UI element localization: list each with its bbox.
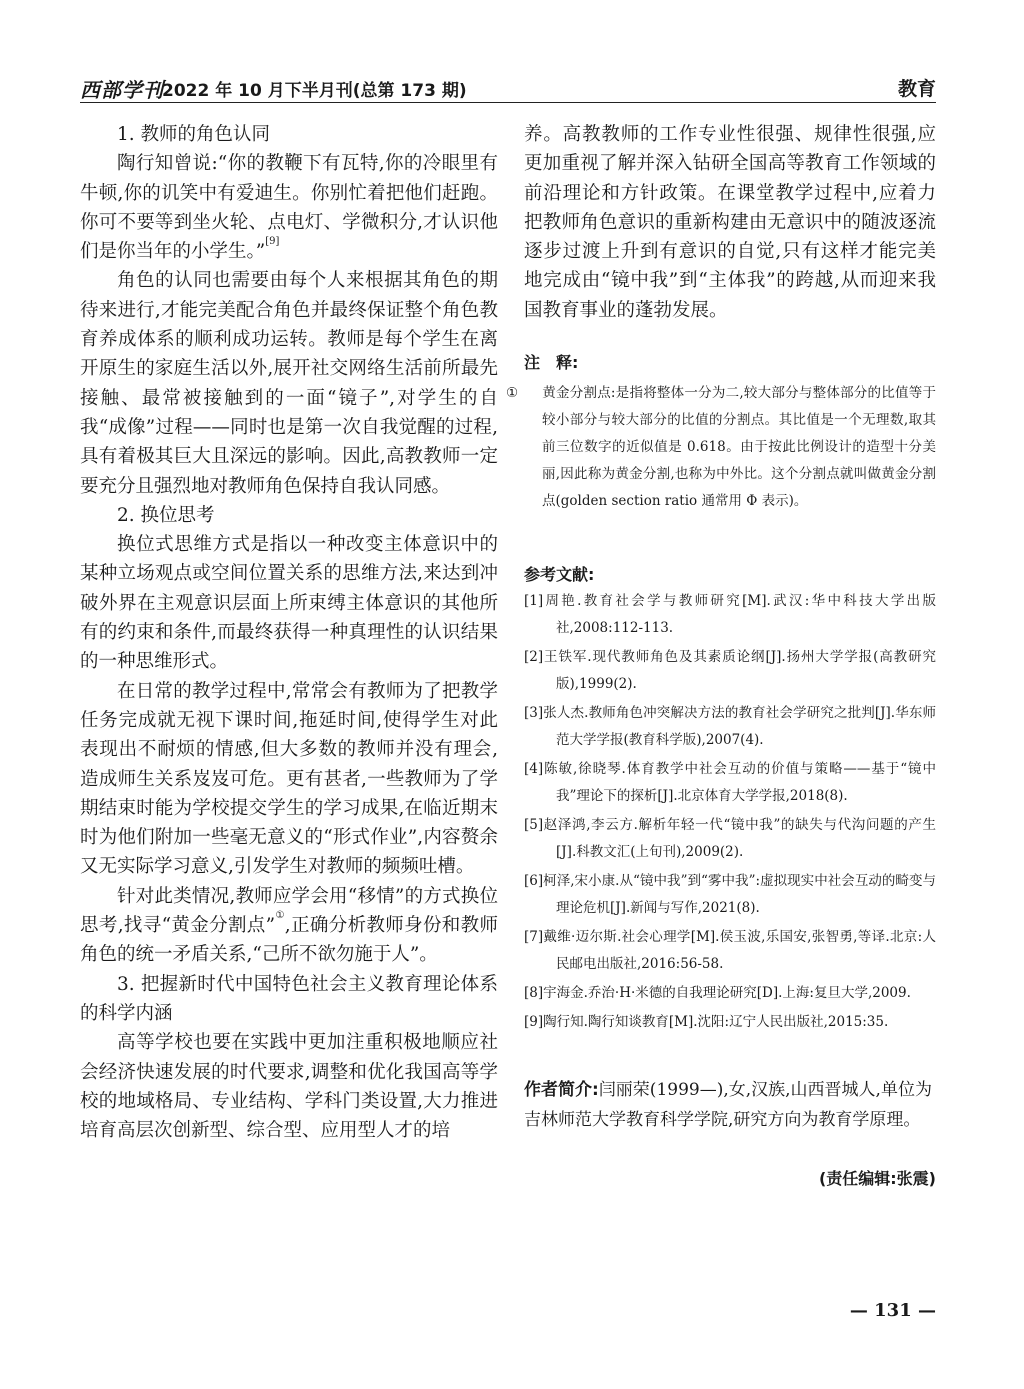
author-bio-label: 作者简介: xyxy=(524,1080,599,1100)
paragraph: 在日常的教学过程中,常常会有教师为了把教学任务完成就无视下课时间,拖延时间,使得学生对此表现出不耐烦的情感,但大多数的教师并没有理会,造成师生关系岌岌可危。更有甚者,一些教师为了学期结束时能为学校提交学生的学习成果,在临近期末时为他们附加一些毫无意义的“形式作业”,内容赘余又无实际学习意义,引发学生对教师的频频吐槽。 xyxy=(80,680,498,878)
reference-list xyxy=(524,588,936,1038)
reference-item: [4]陈敏,徐晓琴.体育教学中社会互动的价值与策略——基于“镜中我”理论下的探析[J].北京体育大学学报,2018(8). xyxy=(524,761,936,804)
paragraph: 养。高教教师的工作专业性很强、规律性很强,应更加重视了解并深入钻研全国高等教育工作领域的前沿理论和方针政策。在课堂教学过程中,应着力把教师角色意识的重新构建由无意识中的随波逐流逐步过渡上升到有意识的自觉,只有这样才能完美地完成由“镜中我”到“主体我”的跨越,从而迎来我国教育事业的蓬勃发展。 xyxy=(524,124,936,321)
reference-item: [7]戴维·迈尔斯.社会心理学[M].侯玉波,乐国安,张智勇,等译.北京:人民邮电出版社,2016:56-58. xyxy=(524,929,936,972)
left-column xyxy=(80,120,498,1145)
responsible-editor: (责任编辑:张震) xyxy=(818,1169,936,1188)
author-bio xyxy=(524,1075,936,1135)
journal-logo: 西部学刊 xyxy=(80,78,164,102)
reference-item: [8]宇海金.乔治·H·米德的自我理论研究[D].上海:复旦大学,2009. xyxy=(524,985,911,1001)
reference-item: [6]柯泽,宋小康.从“镜中我”到“雾中我”:虚拟现实中社会互动的畸变与理论危机[J].新闻与写作,2021(8). xyxy=(524,873,936,916)
reference-item: [3]张人杰.教师角色冲突解决方法的教育社会学研究之批判[J].华东师范大学学报(教育科学版),2007(4). xyxy=(524,705,936,748)
subsection-heading-1: 1. 教师的角色认同 xyxy=(117,124,271,145)
citation[interactable]: [9] xyxy=(265,236,280,248)
paragraph: 陶行知曾说:“你的教鞭下有瓦特,你的冷眼里有牛顿,你的讥笑中有爱迪生。你别忙着把他们赶跑。你可不要等到坐火轮、点电灯、学微积分,才认识他们是你当年的小学生。”[9] xyxy=(80,153,498,263)
author-bio-text: 闫丽荣(1999—),女,汉族,山西晋城人,单位为吉林师范大学教育科学学院,研究方向为教育学原理。 xyxy=(524,1080,932,1130)
paragraph: 针对此类情况,教师应学会用“移情”的方式换位思考,找寻“黄金分割点”①,正确分析教师身份和教师角色的统一矛盾关系,“己所不欲勿施于人”。 xyxy=(80,885,498,966)
footnote-number: ① xyxy=(506,385,519,401)
paragraph: 换位式思维方式是指以一种改变主体意识中的某种立场观点或空间位置关系的思维方法,来达到冲破外界在主观意识层面上所束缚主体意识的其他所有的约束和条件,而最终获得一种真理性的认识结果的一种思维形式。 xyxy=(80,534,498,673)
paragraph: 高等学校也要在实践中更加注重积极地顺应社会经济快速发展的时代要求,调整和优化我国高等学校的地域格局、专业结构、学科门类设置,大力推进培育高层次创新型、综合型、应用型人才的培 xyxy=(80,1032,498,1142)
reference-item: [9]陶行知.陶行知谈教育[M].沈阳:辽宁人民出版社,2015:35. xyxy=(524,1014,889,1030)
footnote-mark[interactable]: ① xyxy=(275,910,285,922)
right-column-body xyxy=(524,120,936,325)
reference-item: [5]赵泽鸿,李云方.解析年轻一代“镜中我”的缺失与代沟问题的产生[J].科教文汇(上旬刊),2009(2). xyxy=(524,817,936,860)
reference-item: [1]周艳.教育社会学与教师研究[M].武汉:华中科技大学出版社,2008:112-113. xyxy=(524,593,936,636)
references-title: 参考文献: xyxy=(524,565,595,584)
section-name: 教育 xyxy=(897,78,936,100)
paragraph: 角色的认同也需要由每个人来根据其角色的期待来进行,才能完美配合角色并最终保证整个角色教育养成体系的顺利成功运转。教师是每个学生在离开原生的家庭生活以外,展开社交网络生活前所最先接触、最常被接触到的一面“镜子”,对学生的自我“成像”过程——同时也是第一次自我觉醒的过程,具有着极其巨大且深远的影响。因此,高教教师一定要充分且强烈地对教师角色保持自我认同感。 xyxy=(80,270,498,497)
reference-item: [2]王铁军.现代教师角色及其素质论纲[J].扬州大学学报(高教研究版),1999(2). xyxy=(524,649,936,692)
running-header xyxy=(80,70,936,103)
subsection-heading-2: 2. 换位思考 xyxy=(117,504,215,526)
page-number: — 131 — xyxy=(849,1300,936,1321)
footnote: ① 黄金分割点:是指将整体一分为二,较大部分与整体部分的比值等于较小部分与较大部分的比值的分割点。其比值是一个无理数,取其前三位数字的近似值是 0.618。由于按此比例设计的造型十分美丽,因此称为黄金分割,也称为中外比。这个分割点就叫做黄金分割点(golden section ratio 通常用 Φ 表示)。 xyxy=(524,380,936,515)
subsection-heading-3: 3. 把握新时代中国特色社会主义教育理论体系的科学内涵 xyxy=(80,973,498,1024)
notes-title: 注 释: xyxy=(524,353,579,372)
issue-info: 2022 年 10 月下半月刊(总第 173 期) xyxy=(162,81,467,101)
